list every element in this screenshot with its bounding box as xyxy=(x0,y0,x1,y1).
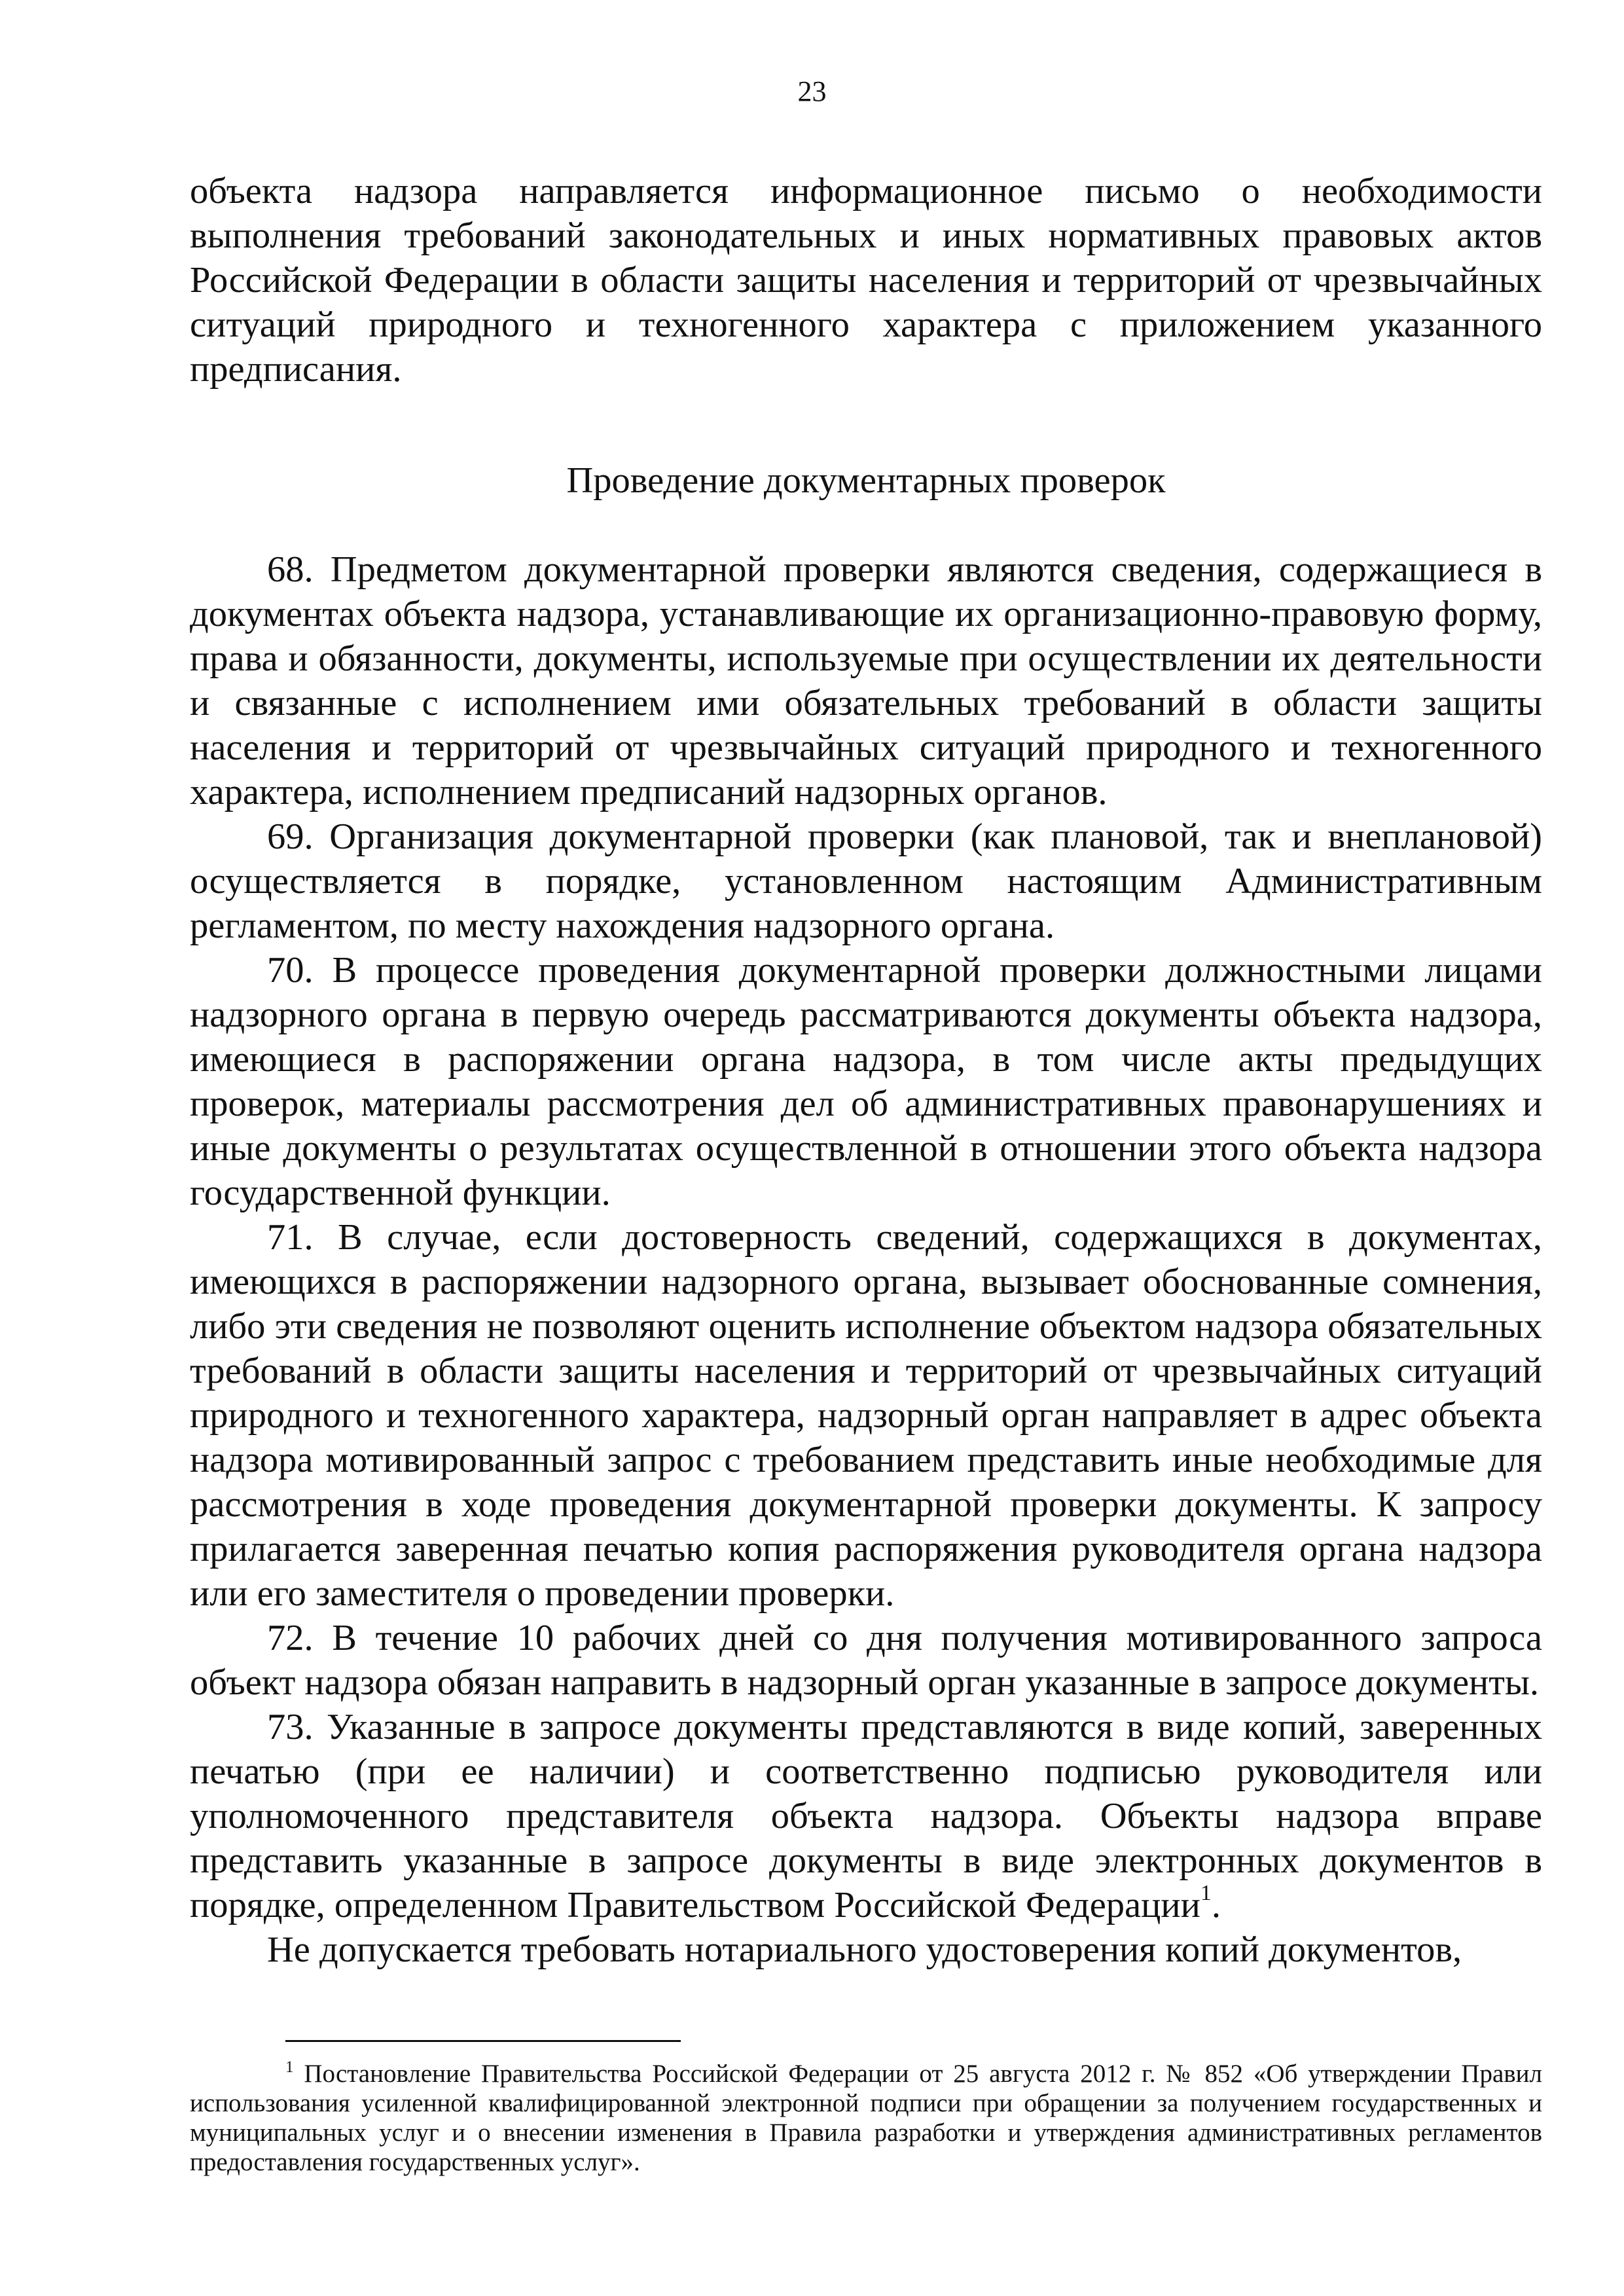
footnote-text: Постановление Правительства Российской Федерации от 25 августа 2012 г. № 852 «Об утверждении Правил использования усиленной квалифицированной электронной подписи при обращении за получением государственных и муниципальных услуг и о внесении изменения в Правила разработки и утверждения административных регламентов предоставления государственных услуг». xyxy=(190,2060,1542,2176)
paragraph-73-text: 73. Указанные в запросе документы представляются в виде копий, заверенных печатью (при ее наличии) и соответственно подписью руководителя или уполномоченного представителя объекта надзора. Объекты надзора вправе представить указанные в запросе документы в виде электронных документов в порядке, определенном Правительством Российской Федерации xyxy=(190,1707,1542,1925)
footnote-mark: 1 xyxy=(285,2058,294,2076)
continuation-paragraph: объекта надзора направляется информационное письмо о необходимости выполнения требований законодательных и иных нормативных правовых актов Российской Федерации в области защиты населения и территорий от чрезвычайных ситуаций природного и техногенного характера с приложением указанного предписания. xyxy=(190,171,1542,390)
paragraph-68: 68. Предметом документарной проверки являются сведения, содержащиеся в документах объекта надзора, устанавливающие их организационно-правовую форму, права и обязанности, документы, используемые при осуществлении их деятельности и связанные с исполнением ими обязательных требований в области защиты населения и территорий от чрезвычайных ситуаций природного и техногенного характера, исполнением предписаний надзорных органов. xyxy=(190,549,1542,812)
footnote-reference[interactable]: 1 xyxy=(1200,1881,1212,1905)
footnote-separator xyxy=(285,2040,681,2042)
paragraph-73 xyxy=(190,1705,1542,1927)
section-heading: Проведение документарных проверок xyxy=(566,460,1166,501)
paragraph-72: 72. В течение 10 рабочих дней со дня получения мотивированного запроса объект надзора обязан направить в надзорный орган указанные в запросе документы. xyxy=(190,1618,1542,1703)
paragraph-73-end: . xyxy=(1211,1885,1221,1925)
footnote xyxy=(190,2059,1542,2177)
paragraph-70: 70. В процессе проведения документарной проверки должностными лицами надзорного органа в первую очередь рассматриваются документы объекта надзора, имеющиеся в распоряжении органа надзора, в том числе акты предыдущих проверок, материалы рассмотрения дел об административных правонарушениях и иные документы о результатах осуществленной в отношении этого объекта надзора государственной функции. xyxy=(190,950,1542,1213)
paragraph-last: Не допускается требовать нотариального удостоверения копий документов, xyxy=(267,1929,1462,1970)
document-body xyxy=(190,169,1542,1972)
page-number: 23 xyxy=(797,75,827,107)
paragraph-71: 71. В случае, если достоверность сведений, содержащихся в документах, имеющихся в распоряжении надзорного органа, вызывает обоснованные сомнения, либо эти сведения не позволяют оценить исполнение объектом надзора обязательных требований в области защиты населения и территорий от чрезвычайных ситуаций природного и техногенного характера, надзорный орган направляет в адрес объекта надзора мотивированный запрос с требованием представить иные необходимые для рассмотрения в ходе проведения документарной проверки документы. К запросу прилагается заверенная печатью копия распоряжения руководителя органа надзора или его заместителя о проведении проверки. xyxy=(190,1217,1542,1614)
paragraph-69: 69. Организация документарной проверки (как плановой, так и внеплановой) осуществляется в порядке, установленном настоящим Административным регламентом, по месту нахождения надзорного органа. xyxy=(190,816,1542,946)
